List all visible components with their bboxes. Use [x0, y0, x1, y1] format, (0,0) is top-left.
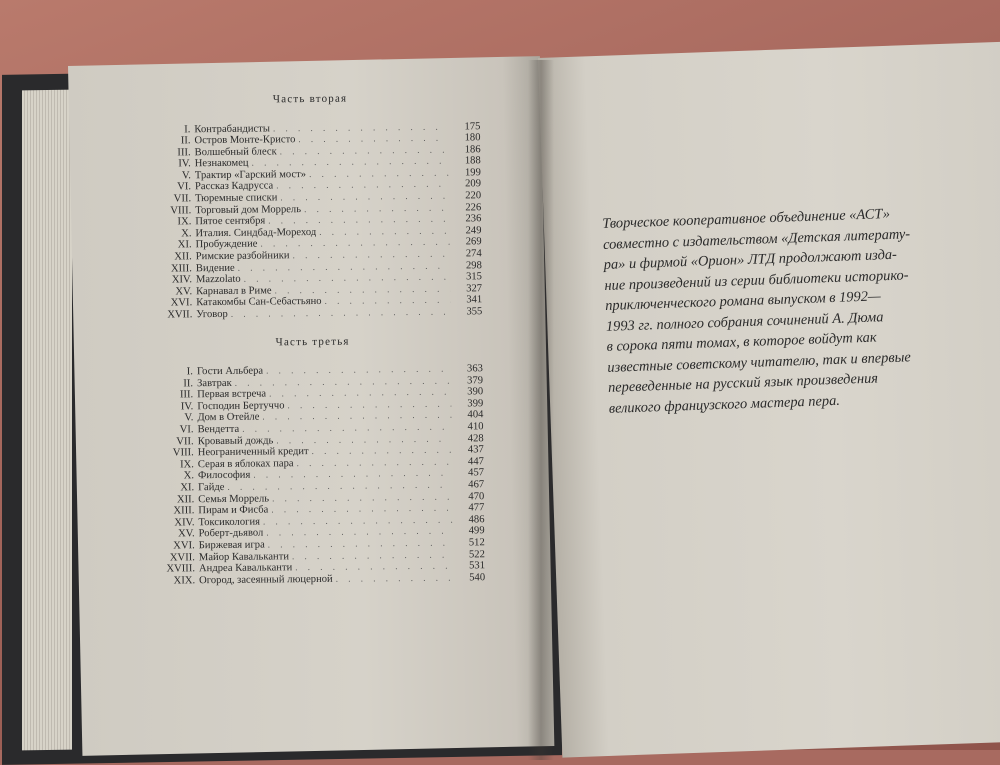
toc-entry-page: 363 [466, 363, 483, 375]
toc-entry-number: XVIII. [166, 563, 196, 575]
toc-entry-title: Торговый дом Моррель [195, 203, 302, 216]
toc-entry-number: XIV. [171, 274, 193, 286]
toc-entry-title: Роберт-дьявол [198, 527, 264, 540]
toc-entry-title: Незнакомец [194, 157, 249, 170]
toc-entry-page: 315 [466, 271, 483, 283]
toc-entry-page: 512 [468, 537, 485, 549]
toc-entry-title: Уговор [196, 308, 228, 321]
toc-entry-title: Философия [197, 470, 251, 482]
toc-entry-title: Пятое сентября [195, 215, 266, 228]
page-edges [22, 90, 72, 751]
toc-entry-page: 399 [467, 398, 484, 410]
toc-entry-number: IX. [180, 459, 194, 471]
toc-entry-page: 249 [465, 225, 482, 237]
toc-entry-page: 477 [468, 502, 485, 514]
toc-entry-page: 467 [468, 479, 485, 491]
toc-entry-page: 274 [465, 248, 482, 260]
toc-entry-page: 540 [469, 571, 486, 584]
toc-entry-number: XIII. [170, 262, 192, 275]
toc-entry-title: Катакомбы Сан-Себастьяно [196, 296, 322, 309]
toc-entry-number: IV. [178, 158, 191, 170]
toc-entry-page: 226 [465, 201, 482, 214]
toc-entry-number: I. [184, 123, 191, 135]
toc-entry-page: 457 [468, 467, 485, 479]
publisher-note-line: ра» и фирмой «Орион» ЛТД продолжают изда- [603, 246, 898, 273]
publisher-note-line: великого французского мастера пера. [608, 392, 841, 417]
toc-entry-page: 236 [465, 213, 482, 225]
toc-entry-number: VII. [173, 193, 192, 205]
toc-entry-number: X. [183, 470, 195, 482]
toc-dot-leader [336, 572, 454, 585]
toc-entry-number: XV. [177, 528, 195, 540]
publisher-note-line: 1993 гг. полного собрания сочинений А. Дюма [605, 308, 884, 335]
toc-entry-number: X. [181, 228, 192, 240]
toc-entry-title: Римские разбойники [195, 250, 290, 263]
toc-entry-page: 447 [467, 456, 484, 468]
toc-entry-title: Неограниченный кредит [197, 446, 309, 459]
table-of-contents [120, 88, 485, 587]
toc-entry-page: 355 [466, 306, 483, 318]
toc-entry-page: 404 [467, 409, 484, 421]
toc-entry-number: IV. [180, 401, 194, 413]
toc-entry-number: VIII. [172, 447, 194, 459]
toc-entry [122, 306, 482, 321]
toc-entry-title: Кровавый дождь [197, 435, 274, 447]
publisher-note-line: известные советскому читателю, так и впервые [607, 348, 911, 376]
toc-entry-title: Завтрак [196, 377, 232, 389]
toc-entry-title: Mazzolato [195, 273, 241, 286]
part-three-title: Часть третья [275, 335, 350, 348]
toc-entry-number: VII. [176, 435, 194, 448]
toc-entry-page: 428 [467, 432, 484, 445]
toc-entry-title: Дом в Отейле [197, 412, 260, 424]
toc-entry-number: XI. [180, 482, 195, 494]
toc-entry-page: 486 [468, 514, 485, 526]
part-two-title: Часть вторая [272, 92, 348, 106]
toc-entry-title: Видение [195, 262, 235, 274]
toc-entry-number: XI. [177, 239, 192, 251]
toc-entry-page: 209 [465, 178, 482, 190]
toc-entry-title: Андреа Кавальканти [198, 562, 293, 575]
part-two-list [120, 121, 482, 322]
toc-entry-number: VI. [177, 181, 192, 193]
toc-entry-page: 390 [467, 386, 484, 398]
toc-entry-number: XV. [175, 286, 193, 298]
toc-entry-number: IX. [177, 216, 192, 228]
toc-dot-leader [231, 307, 451, 321]
toc-entry-page: 188 [464, 155, 481, 167]
toc-entry-number: XII. [174, 251, 192, 263]
toc-entry-number: XIII. [173, 505, 195, 517]
toc-entry-page: 298 [465, 259, 482, 272]
toc-entry-number: VI. [179, 424, 194, 436]
toc-entry-page: 437 [467, 444, 484, 456]
toc-entry-title: Майор Кавальканти [198, 550, 290, 563]
toc-entry-number: II. [180, 135, 191, 147]
toc-entry-title: Семья Моррель [198, 493, 270, 505]
toc-entry-page: 522 [468, 548, 485, 560]
toc-entry-number: V. [181, 170, 191, 182]
toc-entry-title: Карнавал в Риме [196, 285, 272, 298]
book-gutter [528, 60, 554, 760]
toc-entry-title: Вендетта [197, 423, 240, 436]
publisher-note-line: переведенные на русский язык произведения [607, 370, 879, 396]
toc-entry-page: 470 [468, 490, 485, 502]
toc-entry-number: XVII. [167, 309, 193, 321]
toc-entry-page: 220 [465, 190, 482, 202]
toc-entry-title: Рассказ Кадрусса [194, 180, 274, 193]
publisher-note-line: Творческое кооперативное объединение «АСТ» [602, 205, 891, 232]
toc-entry-title: Господин Бертуччо [197, 400, 285, 413]
toc-entry-title: Гайде [198, 481, 225, 494]
publisher-note-line: ние произведений из серии библиотеки историко- [604, 266, 909, 294]
toc-entry-page: 269 [465, 236, 482, 248]
toc-entry-number: XVI. [173, 540, 195, 552]
toc-entry-title: Токсикология [198, 516, 261, 529]
toc-entry-title: Огород, засеянный люцерной [199, 573, 333, 586]
toc-entry-title: Трактир «Гарский мост» [194, 168, 307, 182]
toc-entry-title: Волшебный блеск [194, 146, 277, 158]
toc-entry-number: I. [186, 366, 193, 378]
publisher-note-line: в сорока пяти томах, в которое войдут как [606, 329, 877, 355]
toc-entry-number: V. [184, 412, 194, 424]
toc-entry-page: 410 [467, 421, 484, 433]
publisher-note-line: совместно с издательством «Детская литерату- [602, 225, 911, 253]
toc-entry-page: 531 [469, 560, 486, 572]
toc-entry-title: Италия. Синдбад-Мореход [195, 226, 317, 240]
toc-entry-title: Контрабандисты [194, 122, 270, 135]
toc-entry-title: Первая встреча [197, 388, 267, 401]
toc-entry-title: Тюремные списки [195, 192, 278, 205]
toc-entry-number: XIV. [174, 517, 195, 529]
toc-entry-page: 327 [466, 283, 483, 295]
toc-entry-number: XII. [176, 493, 195, 506]
toc-entry-page: 499 [468, 525, 485, 537]
toc-entry-number: XVI. [170, 297, 193, 309]
toc-entry-title: Остров Монте-Кристо [194, 134, 296, 147]
toc-entry-page: 341 [466, 294, 483, 306]
part-three-list [123, 363, 485, 587]
toc-entry-page: 175 [464, 120, 481, 132]
toc-entry-page: 199 [464, 167, 481, 179]
toc-entry-number: II. [183, 377, 194, 390]
toc-entry-number: III. [177, 146, 191, 159]
toc-entry-number: VIII. [170, 204, 192, 217]
toc-entry-number: XIX. [173, 575, 196, 587]
toc-entry-page: 186 [464, 143, 481, 156]
toc-entry-title: Пробуждение [195, 239, 258, 251]
toc-entry-page: 180 [464, 132, 481, 144]
publisher-note [602, 203, 931, 419]
toc-entry-number: XVII. [169, 551, 195, 564]
toc-entry-number: III. [179, 389, 194, 401]
toc-entry-title: Биржевая игра [198, 539, 265, 552]
toc-entry-title: Гости Альбера [196, 365, 264, 378]
toc-entry-page: 379 [467, 374, 484, 387]
toc-entry-title: Серая в яблоках пара [197, 458, 294, 471]
toc-entry-title: Пирам и Фисба [198, 504, 269, 517]
publisher-note-line: приключенческого романа выпуском в 1992— [604, 288, 881, 314]
